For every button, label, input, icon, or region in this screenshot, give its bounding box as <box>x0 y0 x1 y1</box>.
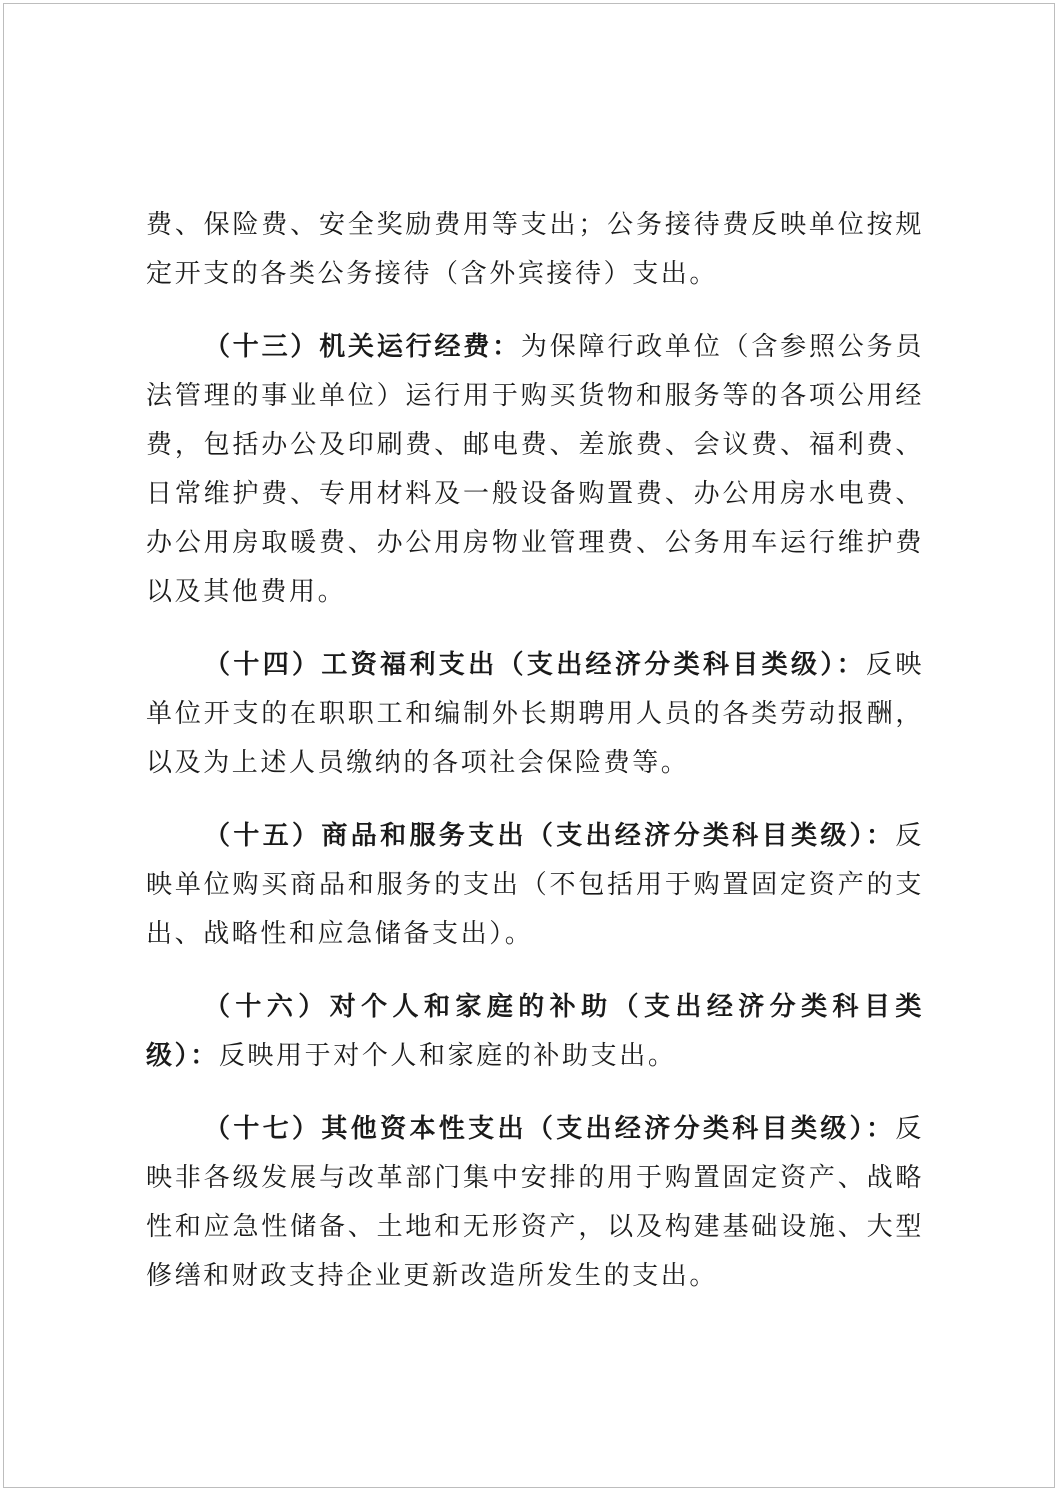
paragraph-heading: （十四）工资福利支出（支出经济分类科目类级）： <box>204 650 867 680</box>
paragraph-heading: （十七）其他资本性支出（支出经济分类科目类级）： <box>204 1114 896 1144</box>
paragraph-text: 反映用于对个人和家庭的补助支出。 <box>218 1041 677 1071</box>
paragraph-text: 反映单位开支的在职职工和编制外长期聘用人员的各类劳动报酬，以及为上述人员缴纳的各项社会保险费等。 <box>146 650 924 778</box>
paragraph-16-household-subsidies <box>146 983 924 1081</box>
paragraph-text: 反映非各级发展与改革部门集中安排的用于购置固定资产、战略性和应急性储备、土地和无形资产，以及构建基础设施、大型修缮和财政支持企业更新改造所发生的支出。 <box>146 1114 924 1291</box>
paragraph-text: 反映单位购买商品和服务的支出（不包括用于购置固定资产的支出、战略性和应急储备支出）。 <box>146 821 924 949</box>
document-page <box>3 3 1055 1488</box>
paragraph-continuation <box>146 201 924 299</box>
paragraph-text: 费、保险费、安全奖励费用等支出；公务接待费反映单位按规定开支的各类公务接待（含外宾接待）支出。 <box>146 210 924 289</box>
paragraph-heading: （十六）对个人和家庭的补助（支出经济分类科目类级）： <box>146 992 924 1071</box>
paragraph-heading: （十五）商品和服务支出（支出经济分类科目类级）： <box>204 821 896 851</box>
paragraph-17-other-capital <box>146 1105 924 1301</box>
document-body <box>146 201 924 1325</box>
paragraph-15-goods-services <box>146 812 924 959</box>
paragraph-13-agency-operating-funds <box>146 323 924 617</box>
paragraph-14-wage-welfare <box>146 641 924 788</box>
paragraph-heading: （十三）机关运行经费： <box>204 332 521 362</box>
paragraph-text: 为保障行政单位（含参照公务员法管理的事业单位）运行用于购买货物和服务等的各项公用经费，包括办公及印刷费、邮电费、差旅费、会议费、福利费、日常维护费、专用材料及一般设备购置费、办公用房水电费、办公用房取暖费、办公用房物业管理费、公务用车运行维护费以及其他费用。 <box>146 332 924 607</box>
